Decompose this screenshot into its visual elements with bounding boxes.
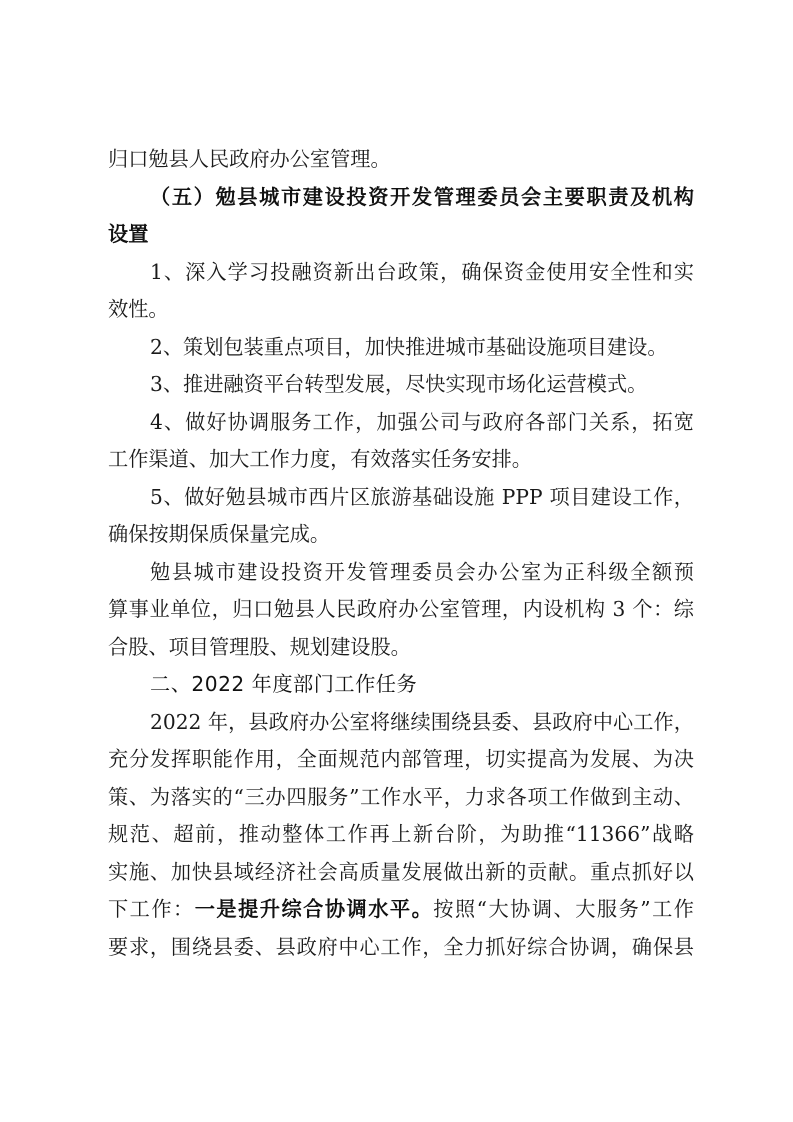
document-page bbox=[108, 141, 694, 966]
list-item-3: 3、推进融资平台转型发展，尽快实现市场化运营模式。 bbox=[150, 372, 648, 396]
list-item-4-cont: 工作渠道、加大工作力度，有效落实任务安排。 bbox=[108, 447, 532, 471]
org-paragraph-line: 勉县城市建设投资开发管理委员会办公室为正科级全额预 bbox=[150, 559, 694, 584]
list-item-5: 5、做好勉县城市西片区旅游基础设施 PPP 项目建设工作， bbox=[150, 484, 694, 509]
mixed-line-prefix: 下工作： bbox=[108, 897, 195, 921]
emphasis-task-one: 一是提升综合协调水平。 bbox=[194, 897, 434, 921]
section-heading-5: （五）勉县城市建设投资开发管理委员会主要职责及机构 bbox=[150, 184, 694, 209]
list-item-1-cont: 效性。 bbox=[108, 297, 169, 321]
list-item-4: 4、做好协调服务工作，加强公司与政府各部门关系，拓宽 bbox=[150, 409, 694, 434]
tasks-paragraph-mixed-line bbox=[108, 891, 694, 929]
mixed-line-suffix: 按照“大协调、大服务”工作 bbox=[433, 897, 694, 921]
section-heading-2: 二、2022 年度部门工作任务 bbox=[150, 672, 418, 696]
tasks-paragraph-line: 2022 年，县政府办公室将继续围绕县委、县政府中心工作， bbox=[150, 709, 694, 734]
org-paragraph-line: 合股、项目管理股、规划建设股。 bbox=[108, 634, 411, 659]
section-heading-5-cont: 设置 bbox=[108, 222, 149, 246]
tasks-paragraph-line: 实施、加快县域经济社会高质量发展做出新的贡献。重点抓好以 bbox=[108, 859, 694, 884]
body-text-line: 归口勉县人民政府办公室管理。 bbox=[108, 147, 391, 171]
org-paragraph-line: 算事业单位，归口勉县人民政府办公室管理，内设机构 3 个：综 bbox=[108, 597, 694, 621]
list-item-1: 1、深入学习投融资新出台政策，确保资金使用安全性和实 bbox=[150, 259, 694, 284]
list-item-2: 2、策划包装重点项目，加快推进城市基础设施项目建设。 bbox=[150, 334, 668, 359]
list-item-5-cont: 确保按期保质保量完成。 bbox=[108, 522, 331, 546]
tasks-paragraph-line: 要求，围绕县委、县政府中心工作，全力抓好综合协调，确保县 bbox=[108, 934, 694, 959]
tasks-paragraph-line: 规范、超前，推动整体工作再上新台阶，为助推“11366”战略 bbox=[108, 822, 694, 846]
tasks-paragraph-line: 策、为落实的“三办四服务”工作水平，力求各项工作做到主动、 bbox=[108, 784, 694, 809]
tasks-paragraph-line: 充分发挥职能作用，全面规范内部管理，切实提高为发展、为决 bbox=[108, 747, 694, 771]
